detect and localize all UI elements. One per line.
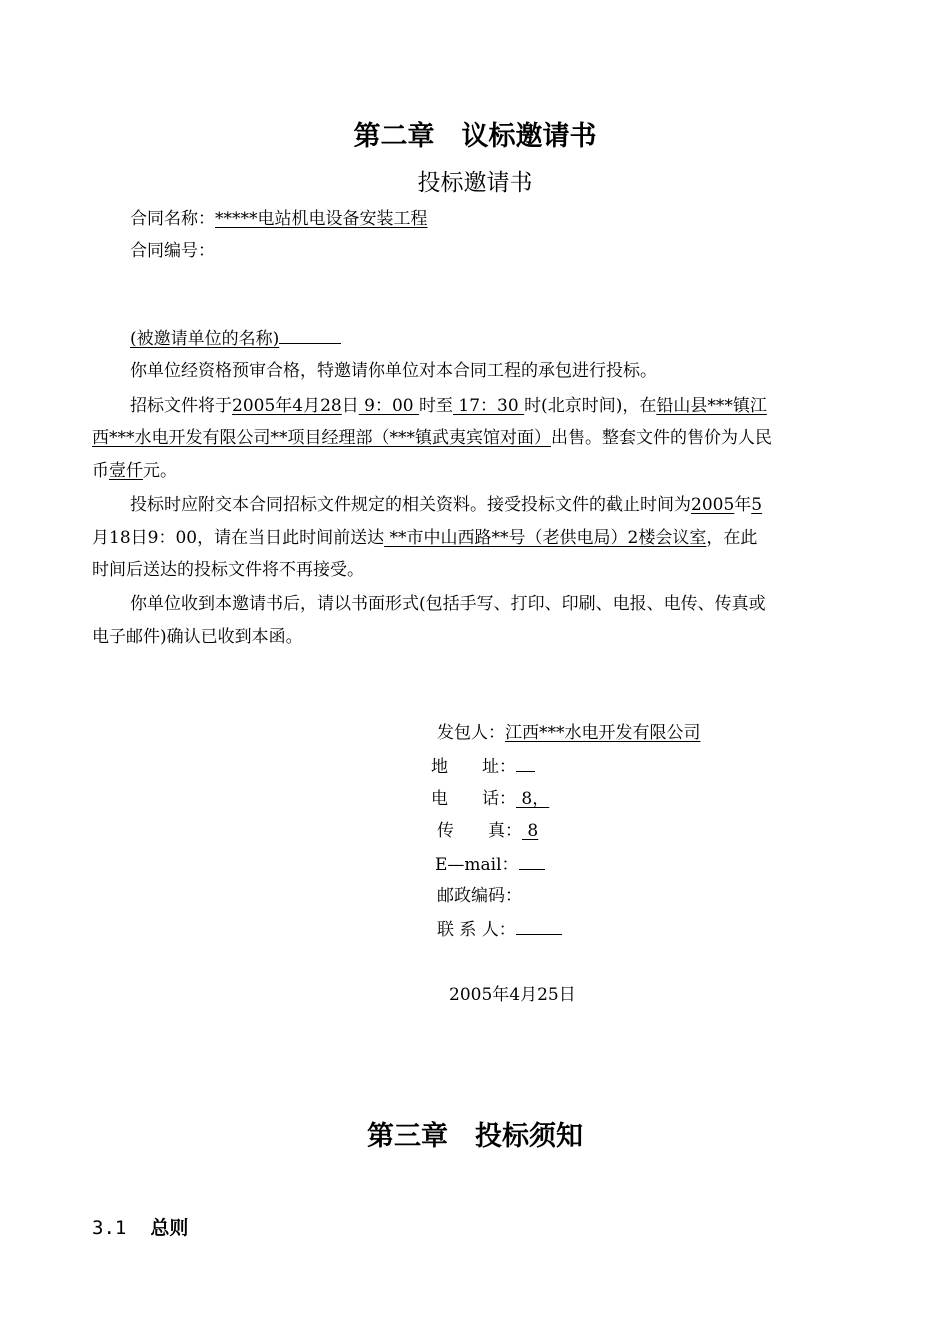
sale-start-time: 9：00 xyxy=(358,396,419,416)
sale-date: 2005年4月28 xyxy=(232,396,342,416)
section-3-1-heading xyxy=(92,1213,188,1240)
document-price: 壹仟 xyxy=(109,461,143,481)
invitee-blank xyxy=(279,327,341,344)
section-title: 总则 xyxy=(150,1217,189,1239)
issuer-line xyxy=(437,722,701,744)
paragraph-3-line-2 xyxy=(92,527,757,549)
contract-name-line xyxy=(130,208,428,230)
invitee-line xyxy=(130,327,341,350)
invitee-placeholder: (被邀请单位的名称) xyxy=(130,329,280,349)
paragraph-2-line-1 xyxy=(130,395,767,417)
contact-blank xyxy=(516,918,562,935)
contract-no-line xyxy=(130,240,215,262)
chapter-2-title: 第二章 议标邀请书 xyxy=(353,121,597,152)
address-label: 地 址： xyxy=(431,757,516,777)
fax-label: 传 真： xyxy=(437,821,522,841)
paragraph-4-line-2: 电子邮件)确认已收到本函。 xyxy=(92,627,303,647)
p3-text-b: 年 xyxy=(734,495,752,515)
chapter-3-title: 第三章 投标须知 xyxy=(367,1121,583,1152)
p2-text-e: 出售。整套文件的售价为人民 xyxy=(551,428,772,448)
phone-label: 电 话： xyxy=(431,789,516,809)
contract-name-label: 合同名称： xyxy=(130,209,215,229)
fax-line xyxy=(437,820,538,842)
submission-place: **市中山西路**号（老供电局）2楼会议室 xyxy=(384,528,707,548)
issue-date: 2005年4月25日 xyxy=(449,985,576,1005)
paragraph-3-line-3: 时间后送达的投标文件将不再接受。 xyxy=(92,560,364,580)
address-blank xyxy=(516,755,535,772)
issuer-label: 发包人： xyxy=(437,723,505,743)
paragraph-2-line-2 xyxy=(92,427,772,449)
p3-text-a: 投标时应附交本合同招标文件规定的相关资料。接受投标文件的截止时间为 xyxy=(130,495,691,515)
contact-label: 联 系 人： xyxy=(437,920,516,940)
invitation-subtitle: 投标邀请书 xyxy=(417,170,533,196)
p3-text-c: 月18日9：00，请在当日此时间前送达 xyxy=(92,528,385,548)
postcode-label: 邮政编码： xyxy=(437,886,522,906)
sale-place-part-1: 铅山县***镇江 xyxy=(656,396,767,416)
p2-text-g: 元。 xyxy=(143,461,177,481)
phone-value: 8， xyxy=(516,789,550,809)
address-line xyxy=(431,755,535,778)
email-blank xyxy=(519,853,545,870)
email-line xyxy=(435,853,545,876)
contract-no-label: 合同编号： xyxy=(130,241,215,261)
email-label: E—mail： xyxy=(435,855,519,875)
sale-place-part-2: 西***水电开发有限公司**项目经理部（***镇武夷宾馆对面） xyxy=(92,428,551,448)
sale-end-time: 17：30 xyxy=(452,396,525,416)
p2-text-a: 招标文件将于 xyxy=(130,396,232,416)
postcode-line xyxy=(437,885,522,907)
p2-text-c: 时至 xyxy=(418,396,453,416)
section-number: 3.1 xyxy=(92,1217,127,1239)
issuer-value: 江西***水电开发有限公司 xyxy=(505,723,701,743)
p3-text-d: ，在此 xyxy=(706,528,758,548)
p2-text-f: 币 xyxy=(92,461,109,481)
contact-line xyxy=(437,918,562,941)
p2-text-b: 日 xyxy=(341,396,359,416)
fax-value: 8 xyxy=(522,821,539,841)
paragraph-2-line-3 xyxy=(92,460,177,482)
p2-text-d: 时(北京时间)，在 xyxy=(524,396,657,416)
deadline-month: 5 xyxy=(751,495,763,515)
contract-name-value: *****电站机电设备安装工程 xyxy=(215,209,428,229)
paragraph-1: 你单位经资格预审合格，特邀请你单位对本合同工程的承包进行投标。 xyxy=(130,361,657,381)
paragraph-4-line-1: 你单位收到本邀请书后，请以书面形式(包括手写、打印、印刷、电报、电传、传真或 xyxy=(130,594,766,614)
paragraph-3-line-1 xyxy=(130,494,762,516)
deadline-year: 2005 xyxy=(691,495,735,515)
phone-line xyxy=(431,788,549,810)
